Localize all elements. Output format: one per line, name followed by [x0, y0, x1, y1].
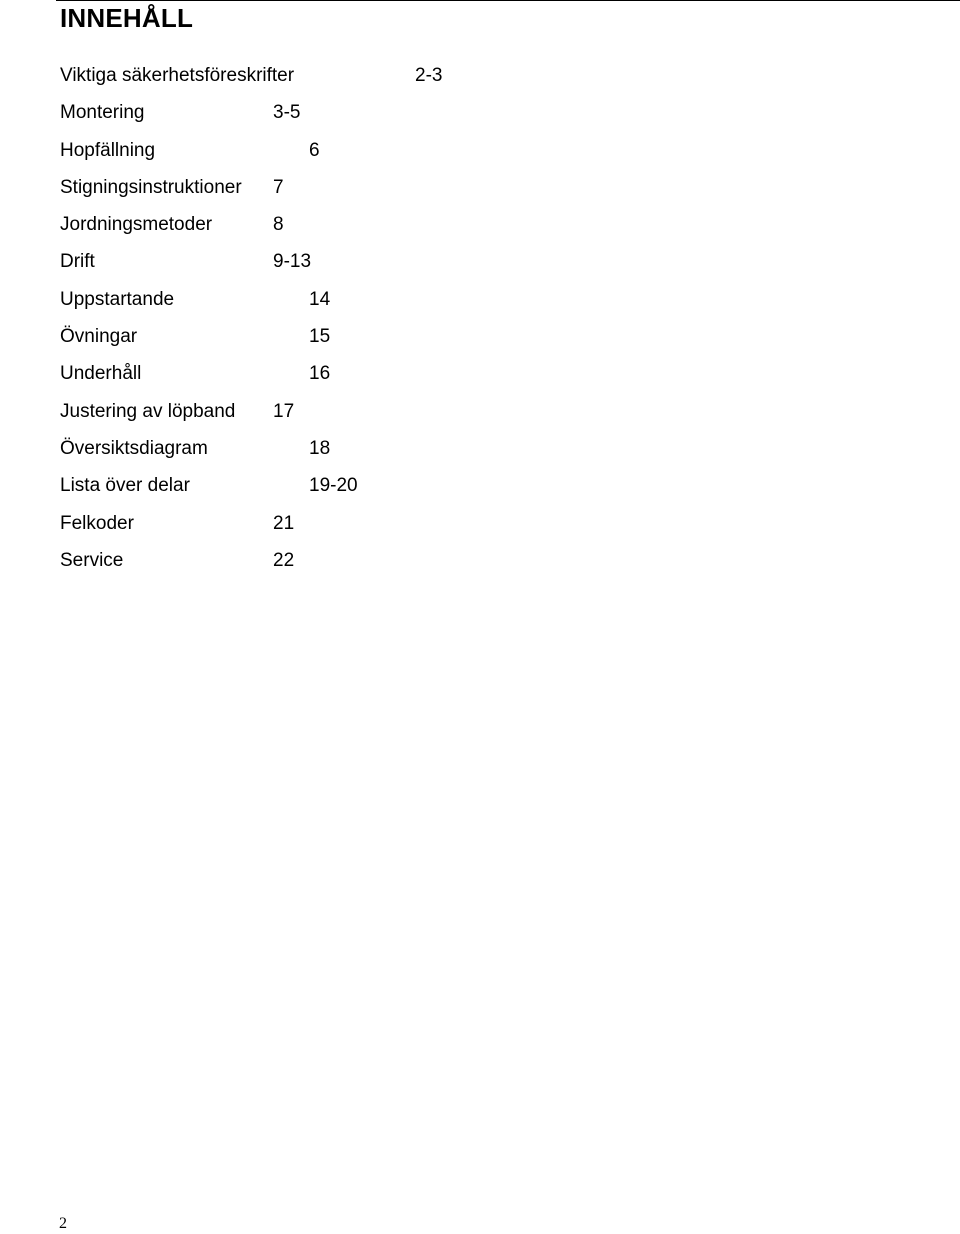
toc-entry-operation[interactable]: [60, 249, 560, 286]
toc-entry-label: Montering: [60, 102, 145, 124]
toc-entry-label: Underhåll: [60, 363, 142, 385]
page-title: INNEHÅLL: [60, 3, 194, 33]
toc-entry-page: 6: [309, 139, 320, 161]
table-of-contents: [60, 63, 560, 585]
toc-entry-label: Lista över delar: [60, 475, 190, 497]
top-rule: [56, 0, 960, 1]
toc-entry-label: Service: [60, 549, 124, 571]
toc-entry-page: 8: [273, 214, 284, 236]
toc-entry-belt-adjustment[interactable]: [60, 399, 560, 436]
toc-entry-startup[interactable]: [60, 287, 560, 324]
toc-entry-label: Uppstartande: [60, 288, 175, 310]
toc-entry-exercises[interactable]: [60, 324, 560, 361]
toc-entry-overview-diagram[interactable]: [60, 436, 560, 473]
toc-entry-assembly[interactable]: [60, 100, 560, 137]
toc-entry-page: 17: [273, 400, 295, 422]
toc-entry-label: Hopfällning: [60, 139, 156, 161]
toc-entry-page: 9-13: [273, 251, 312, 273]
toc-entry-page: 7: [273, 176, 284, 198]
toc-entry-grounding[interactable]: [60, 212, 560, 249]
toc-entry-service[interactable]: [60, 548, 560, 585]
toc-entry-label: Felkoder: [60, 512, 134, 534]
toc-entry-page: 19-20: [309, 475, 358, 497]
toc-entry-label: Övningar: [60, 326, 138, 348]
toc-entry-maintenance[interactable]: [60, 361, 560, 398]
toc-entry-folding[interactable]: [60, 138, 560, 175]
toc-entry-page: 14: [309, 288, 331, 310]
toc-entry-page: 3-5: [273, 102, 301, 124]
toc-entry-page: 2-3: [415, 65, 443, 86]
toc-entry-page: 18: [309, 437, 331, 459]
toc-entry-page: 22: [273, 549, 295, 571]
toc-entry-safety[interactable]: [60, 63, 560, 100]
toc-entry-incline[interactable]: [60, 175, 560, 212]
toc-entry-label: Justering av löpband: [60, 400, 236, 422]
toc-entry-label: Viktiga säkerhetsföreskrifter: [60, 65, 295, 86]
toc-entry-label: Jordningsmetoder: [60, 214, 213, 236]
toc-entry-page: 15: [309, 326, 331, 348]
toc-entry-page: 16: [309, 363, 331, 385]
toc-entry-label: Översiktsdiagram: [60, 437, 208, 459]
page-number: 2: [59, 1215, 67, 1232]
toc-entry-parts-list[interactable]: [60, 473, 560, 510]
toc-entry-error-codes[interactable]: [60, 511, 560, 548]
toc-entry-label: Drift: [60, 251, 95, 273]
toc-entry-label: Stigningsinstruktioner: [60, 176, 242, 198]
toc-entry-page: 21: [273, 512, 295, 534]
